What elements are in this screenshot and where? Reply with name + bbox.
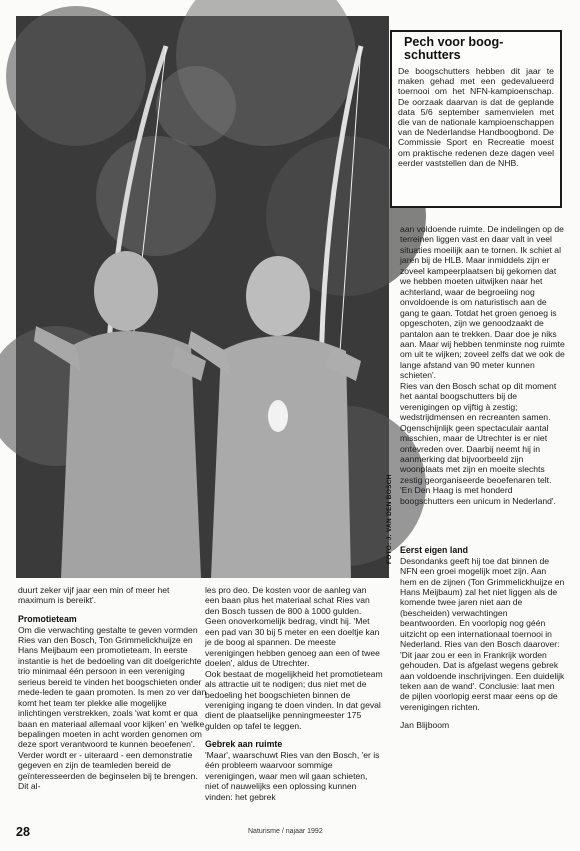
sidebar-box [390,30,562,208]
column-1-paragraph-2: Om die verwachting gestalte te geven vormden Ries van den Bosch, Ton Grimmelickhuijze en Hans Meijbaum een promotieteam. In eerste instantie is het de bedoeling van dit doelgerichte trio minimaal één persoon in een vereniging serieus bereid te vinden het boogschieten onder mede-leden te gaan promoten. Is men zo ver dan komt het team ter plekke alle mogelijke inlichtingen verstrekken, zoals 'wat komt er qua baan en materiaal allemaal voor kijken' en 'welke bepalingen moeten in acht worden genomen om deze sport verantwoord te kunnen beoefenen'. Verder wordt er - uiteraard - een demonstratie gegeven en zijn de teamleden bereid de geïnteresseerden de beginselen bij te brengen. Dit al- [18,624,207,792]
page-number: 28 [16,825,30,839]
photo-credit: FOTO: J. VAN DEN BOSCH [386,474,393,564]
sidebar-title [404,36,554,62]
sidebar-title-text: Pech voor boog- schutters [404,35,504,62]
heading-promotieteam: Promotieteam [18,613,77,624]
sidebar-text: De boogschutters hebben dit jaar te maken gehad met een gedevalueerd toernooi om het NFN-kampioenschap. De oorzaak daarvan is dat de geplande data 5/6 september samenvielen met die van de nationale kampioenschappen van de Nederlandse Handboogbond. De Commissie Sport en Recreatie moest om praktische redenen deze dagen veel eerder vaststellen dan de NHB. [398,66,554,168]
right-paragraph-2: Ries van den Bosch schat op dit moment het aantal boogschutters bij de verenigingen op vijftig à zestig; wedstrijdmensen en recreanten samen. Ogenschijnlijk geen spectaculair aantal misschien, maar de Utrechter is er niet ontevreden over. Daarbij neemt hij in aanmerking dat bijvoorbeeld zijn woonplaats met zijn en moeite slechts zestig georganiseerde beoefenaren telt. 'En Den Haag is met honderd boogschutters een unicum in Nederland'. [400,380,557,506]
column-3-paragraph-1: Desondanks geeft hij toe dat binnen de NFN een groei mogelijk moet zijn. Aan hem en de zijnen (Ton Grimmelickhuijze en Hans Meijbaum) zal het niet liggen als de komende twee jaren niet aan de (bescheiden) verwachtingen beantwoorden. En voorlopig nog géén uitzicht op een internationaal toernooi in Nederland. Ries van den Bosch daarover: 'Dit jaar zou er een in Frankrijk worden gehouden. Dat is afgelast wegens gebrek aan voldoende inschrijvingen. Een duidelijk teken aan de wand'. Conclusie: laat men de pijlen voorlopig eerst maar eens op de verenigingen richten. [400,555,565,712]
archers-photo [16,16,393,578]
column-2-paragraph-2: Ook bestaat de mogelijkheid het promotieteam als attractie uit te nodigen; dus niet met de bedoeling het boogschieten binnen de vereniging ingang te doen vinden. In dat geval dient de plaatselijke penningmeester 175 gulden op tafel te leggen. [205,668,383,731]
heading-gebrek-aan-ruimte: Gebrek aan ruimte [205,739,283,750]
magazine-footer: Naturisme / najaar 1992 [248,828,323,835]
column-1-paragraph-1: duurt zeker vijf jaar een min of meer het maximum is bereikt'. [18,585,170,606]
right-paragraph-1: aan voldoende ruimte. De indelingen op de terreinen liggen vast en daar valt in veel situaties moeilijk aan te tornen. Ik schiet al jaren bij de HLB. Maar inmiddels zijn er zoveel kampeerplaatsen bij gekomen dat we hebben moeten uitwijken naar het achterland, waar de begroeiing nog onvoldoende is om naturistisch aan de gang te gaan. Totdat het groen genoeg is opgeschoten, zijn we genoodzaakt de pantalon aan te trekken. Daar doe je niks aan. Maar wij hebben tenminste nog ruimte om uit te wijken; zoveel zelfs dat we ook de lange afstand van 90 meter kunnen schieten'. [400,224,565,381]
column-2 [205,585,383,802]
author-name: Jan Blijboom [400,720,450,731]
column-3 [400,537,565,731]
column-2-paragraph-3: 'Maar', waarschuwt Ries van den Bosch, 'er is één probleem waarvoor sommige verenigingen, waar men wil gaan schieten, niet of nauwelijks een oplossing kunnen vinden: het gebrek [205,749,380,802]
column-1 [18,585,208,792]
archers-illustration [16,16,389,578]
column-2-paragraph-1: les pro deo. De kosten voor de aanleg van een baan plus het materiaal schat Ries van den Bosch tussen de 800 à 1000 gulden. Geen onoverkomelijk bedrag, vindt hij. 'Met een pad van 30 bij 5 meter en een doeltje kan je de boog al spannen. De meeste verenigingen hebben genoeg aan een of twee doelen', aldus de Utrechter. [205,585,380,669]
heading-eerst-eigen-land: Eerst eigen land [400,545,468,555]
right-column [400,224,565,506]
